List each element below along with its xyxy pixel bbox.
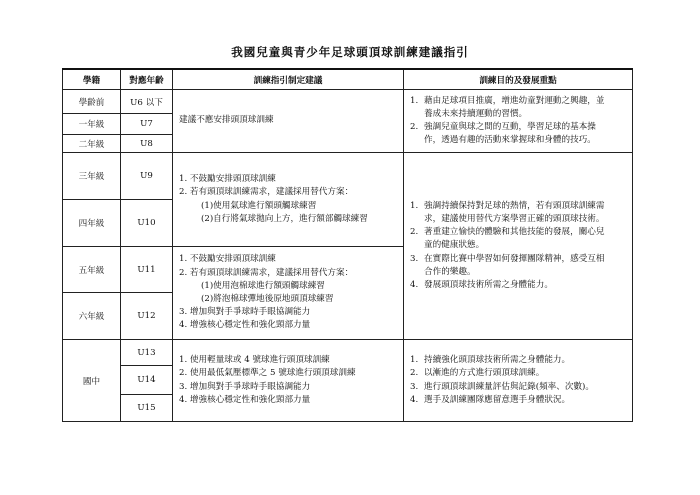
goal-text: 在實際比賽中學習如何發揮團隊精神，感受互相: [424, 253, 605, 264]
guide-line: 建議不應安排頭頂球訓練: [179, 115, 274, 126]
age-cell: U11: [121, 247, 173, 293]
goal-line: 合作的樂趣。: [424, 266, 476, 277]
document-title: 我國兒童與青少年足球頭頂球訓練建議指引: [231, 45, 469, 59]
guide-line: 2. 使用最低氣壓標準之 5 號球進行頭頂球訓練: [179, 368, 356, 379]
grade-cell: 四年級: [63, 200, 121, 247]
goal-line: 作，透過有趣的活動來掌握球和身體的技巧。: [424, 135, 596, 146]
goal-line: 童的健康狀態。: [424, 240, 485, 251]
guide-line: (2)將泡棉球彈地後原地頭頂球練習: [201, 294, 334, 304]
goal-text: 強調兒童與球之間的互動，學習足球的基本操: [424, 122, 596, 132]
age-cell: U8: [121, 135, 173, 153]
goal-line: [410, 253, 626, 266]
guide-line: (1)使用泡棉球進行額頭觸球練習: [201, 280, 325, 291]
grade-cell: 六年級: [63, 293, 121, 340]
grade-cell: 二年級: [63, 135, 121, 153]
guide-line: (2)自行將氣球拋向上方，進行額部觸球練習: [201, 213, 368, 224]
grade-cell: 學齡前: [63, 90, 121, 114]
goal-text: 以漸進的方式進行頭頂球訓練。: [424, 368, 545, 379]
goal-line: [410, 354, 626, 367]
guide-line: (1)使用氣球進行額頭觸球練習: [201, 200, 317, 211]
goal-number: 2.: [410, 227, 419, 238]
age-cell: U9: [121, 153, 173, 200]
age-cell: U12: [121, 293, 173, 340]
goal-line: 養成未來持續運動的習慣。: [424, 108, 528, 119]
age-cell: U15: [121, 395, 173, 422]
age-cell: U6 以下: [121, 90, 173, 114]
guideline-table: [62, 68, 633, 422]
guide-line: 1. 使用輕量球或 4 號球進行頭頂球訓練: [179, 355, 330, 366]
goal-number: 3.: [410, 381, 419, 392]
guide-line: 3. 增加與對手爭球時手眼協調能力: [179, 381, 311, 392]
goal-line: [410, 367, 626, 380]
age-cell: U13: [121, 340, 173, 366]
goal-text: 著重建立愉快的體驗和其他技能的發展，關心兒: [424, 227, 605, 238]
guide-line: 2. 若有頭頂球訓練需求，建議採用替代方案：: [179, 267, 354, 278]
goal-number: 2.: [410, 368, 419, 379]
header-guide: 訓練指引制定建議: [173, 69, 404, 90]
goal-line: 求，建議使用替代方案學習正確的頭頂球技術。: [424, 213, 605, 224]
guide-line: 1. 不鼓勵安排頭頂球訓練: [179, 254, 276, 265]
goal-line: [410, 226, 626, 239]
guide-line: 4. 增強核心穩定性和強化頸部力量: [179, 320, 311, 331]
guide-line: 1. 不鼓勵安排頭頂球訓練: [179, 174, 276, 185]
goal-line: [410, 394, 626, 407]
header-age: 對應年齡: [121, 69, 173, 90]
goal-number: 4.: [410, 394, 419, 405]
goal-text: 藉由足球項目推廣，增進幼童對運動之興趣，並: [424, 95, 605, 106]
grade-cell: 五年級: [63, 247, 121, 293]
age-cell: U10: [121, 200, 173, 247]
goal-number: 2.: [410, 122, 419, 132]
table-row: [63, 153, 633, 200]
guide-line: 2. 若有頭頂球訓練需求，建議採用替代方案：: [179, 187, 354, 198]
goal-line: [410, 95, 626, 108]
guide-cell: [173, 90, 404, 153]
guide-line: 4. 增強核心穩定性和強化頸部力量: [179, 394, 311, 405]
guide-line: 3. 增加與對手爭球時手眼協調能力: [179, 307, 311, 318]
guide-cell: [173, 247, 404, 340]
goal-line: [410, 381, 626, 394]
goal-number: 3.: [410, 253, 419, 264]
grade-cell: 一年級: [63, 114, 121, 135]
goal-text: 持續強化頭頂球技術所需之身體能力。: [424, 355, 571, 366]
table-row: [63, 340, 633, 366]
goal-cell: [404, 340, 633, 422]
goal-line: [410, 121, 626, 134]
age-cell: U14: [121, 366, 173, 395]
grade-cell: 國中: [63, 340, 121, 422]
goal-number: 1.: [410, 355, 419, 366]
age-cell: U7: [121, 114, 173, 135]
header-row: [63, 69, 633, 90]
goal-line: [410, 279, 626, 292]
goal-text: 選手及訓練團隊應留意選手身體狀況。: [424, 394, 571, 405]
goal-line: [410, 200, 626, 213]
header-goal: 訓練目的及發展重點: [404, 69, 633, 90]
header-grade: 學籍: [63, 69, 121, 90]
goal-text: 進行頭頂球訓練量評估與記錄(頻率、次數)。: [424, 381, 594, 392]
table-row: [63, 90, 633, 114]
goal-cell: [404, 90, 633, 153]
goal-text: 發展頭頂球技術所需之身體能力。: [424, 280, 553, 290]
grade-cell: 三年級: [63, 153, 121, 200]
goal-text: 強調持續保持對足球的熱情，若有頭頂球訓練需: [424, 200, 605, 211]
goal-number: 1.: [410, 95, 419, 106]
goal-cell: [404, 153, 633, 340]
guide-cell: [173, 153, 404, 247]
goal-number: 1.: [410, 200, 419, 211]
goal-number: 4.: [410, 280, 419, 290]
guide-cell: [173, 340, 404, 422]
